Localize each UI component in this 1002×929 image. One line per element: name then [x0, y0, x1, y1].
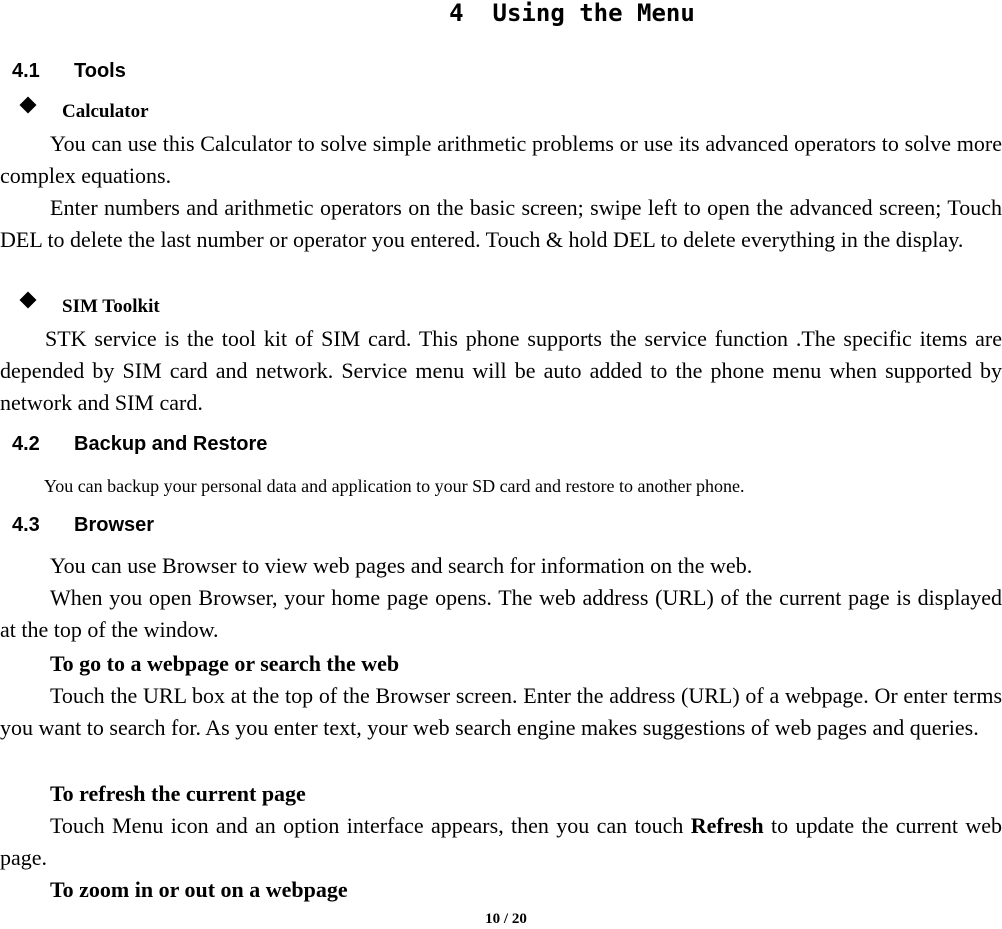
section-title: Backup and Restore: [74, 433, 268, 455]
calculator-paragraph-2: Enter numbers and arithmetic operators on the basic screen; swipe left to open the advanced screen; Touch DEL to delete the last number or operator you entered. Touch & hold DEL to delete everything in the display.: [0, 195, 1002, 252]
page-number-footer: 10 / 20: [485, 911, 527, 927]
refresh-text-after: to update the current web page.: [0, 813, 1002, 870]
chapter-number: 4: [449, 0, 464, 27]
calculator-label: Calculator: [62, 101, 149, 122]
diamond-bullet-icon: [20, 97, 37, 114]
section-number: 4.3: [12, 514, 40, 536]
section-heading-tools: [12, 58, 126, 84]
chapter-heading: [0, 0, 1002, 28]
goto-webpage-heading: To go to a webpage or search the web: [50, 651, 400, 676]
refresh-paragraph: [0, 810, 1002, 874]
browser-paragraph-1: You can use Browser to view web pages and search for information on the web.: [50, 553, 753, 578]
sim-toolkit-label: SIM Toolkit: [62, 296, 160, 317]
section-title: Tools: [74, 60, 126, 82]
section-title: Browser: [74, 514, 155, 536]
backup-paragraph: You can backup your personal data and application to your SD card and restore to another phone.: [44, 476, 745, 496]
sim-toolkit-paragraph: STK service is the tool kit of SIM card. This phone supports the service function .The specific items are depended by SIM card and network. Service menu will be auto added to the phone menu when supported by network and SIM card.: [0, 326, 1002, 415]
section-heading-browser: [12, 512, 154, 538]
zoom-heading: To zoom in or out on a webpage: [50, 877, 348, 902]
refresh-keyword: Refresh: [690, 813, 764, 838]
section-number: 4.1: [12, 60, 40, 82]
browser-paragraph-2: When you open Browser, your home page opens. The web address (URL) of the current page is displayed at the top of the window.: [0, 585, 1002, 642]
refresh-text-before: Touch Menu icon and an option interface appears, then you can touch: [50, 813, 684, 838]
diamond-bullet-icon: [20, 292, 37, 309]
section-heading-backup: [12, 431, 267, 457]
section-number: 4.2: [12, 433, 40, 455]
refresh-heading: To refresh the current page: [50, 781, 306, 806]
chapter-title: Using the Menu: [492, 0, 695, 27]
calculator-paragraph-1: You can use this Calculator to solve simple arithmetic problems or use its advanced operators to solve more complex equations.: [0, 131, 1002, 188]
goto-webpage-paragraph: Touch the URL box at the top of the Browser screen. Enter the address (URL) of a webpage. Or enter terms you want to search for. As you enter text, your web search engine makes suggestions of web pages and queries.: [0, 683, 1002, 740]
